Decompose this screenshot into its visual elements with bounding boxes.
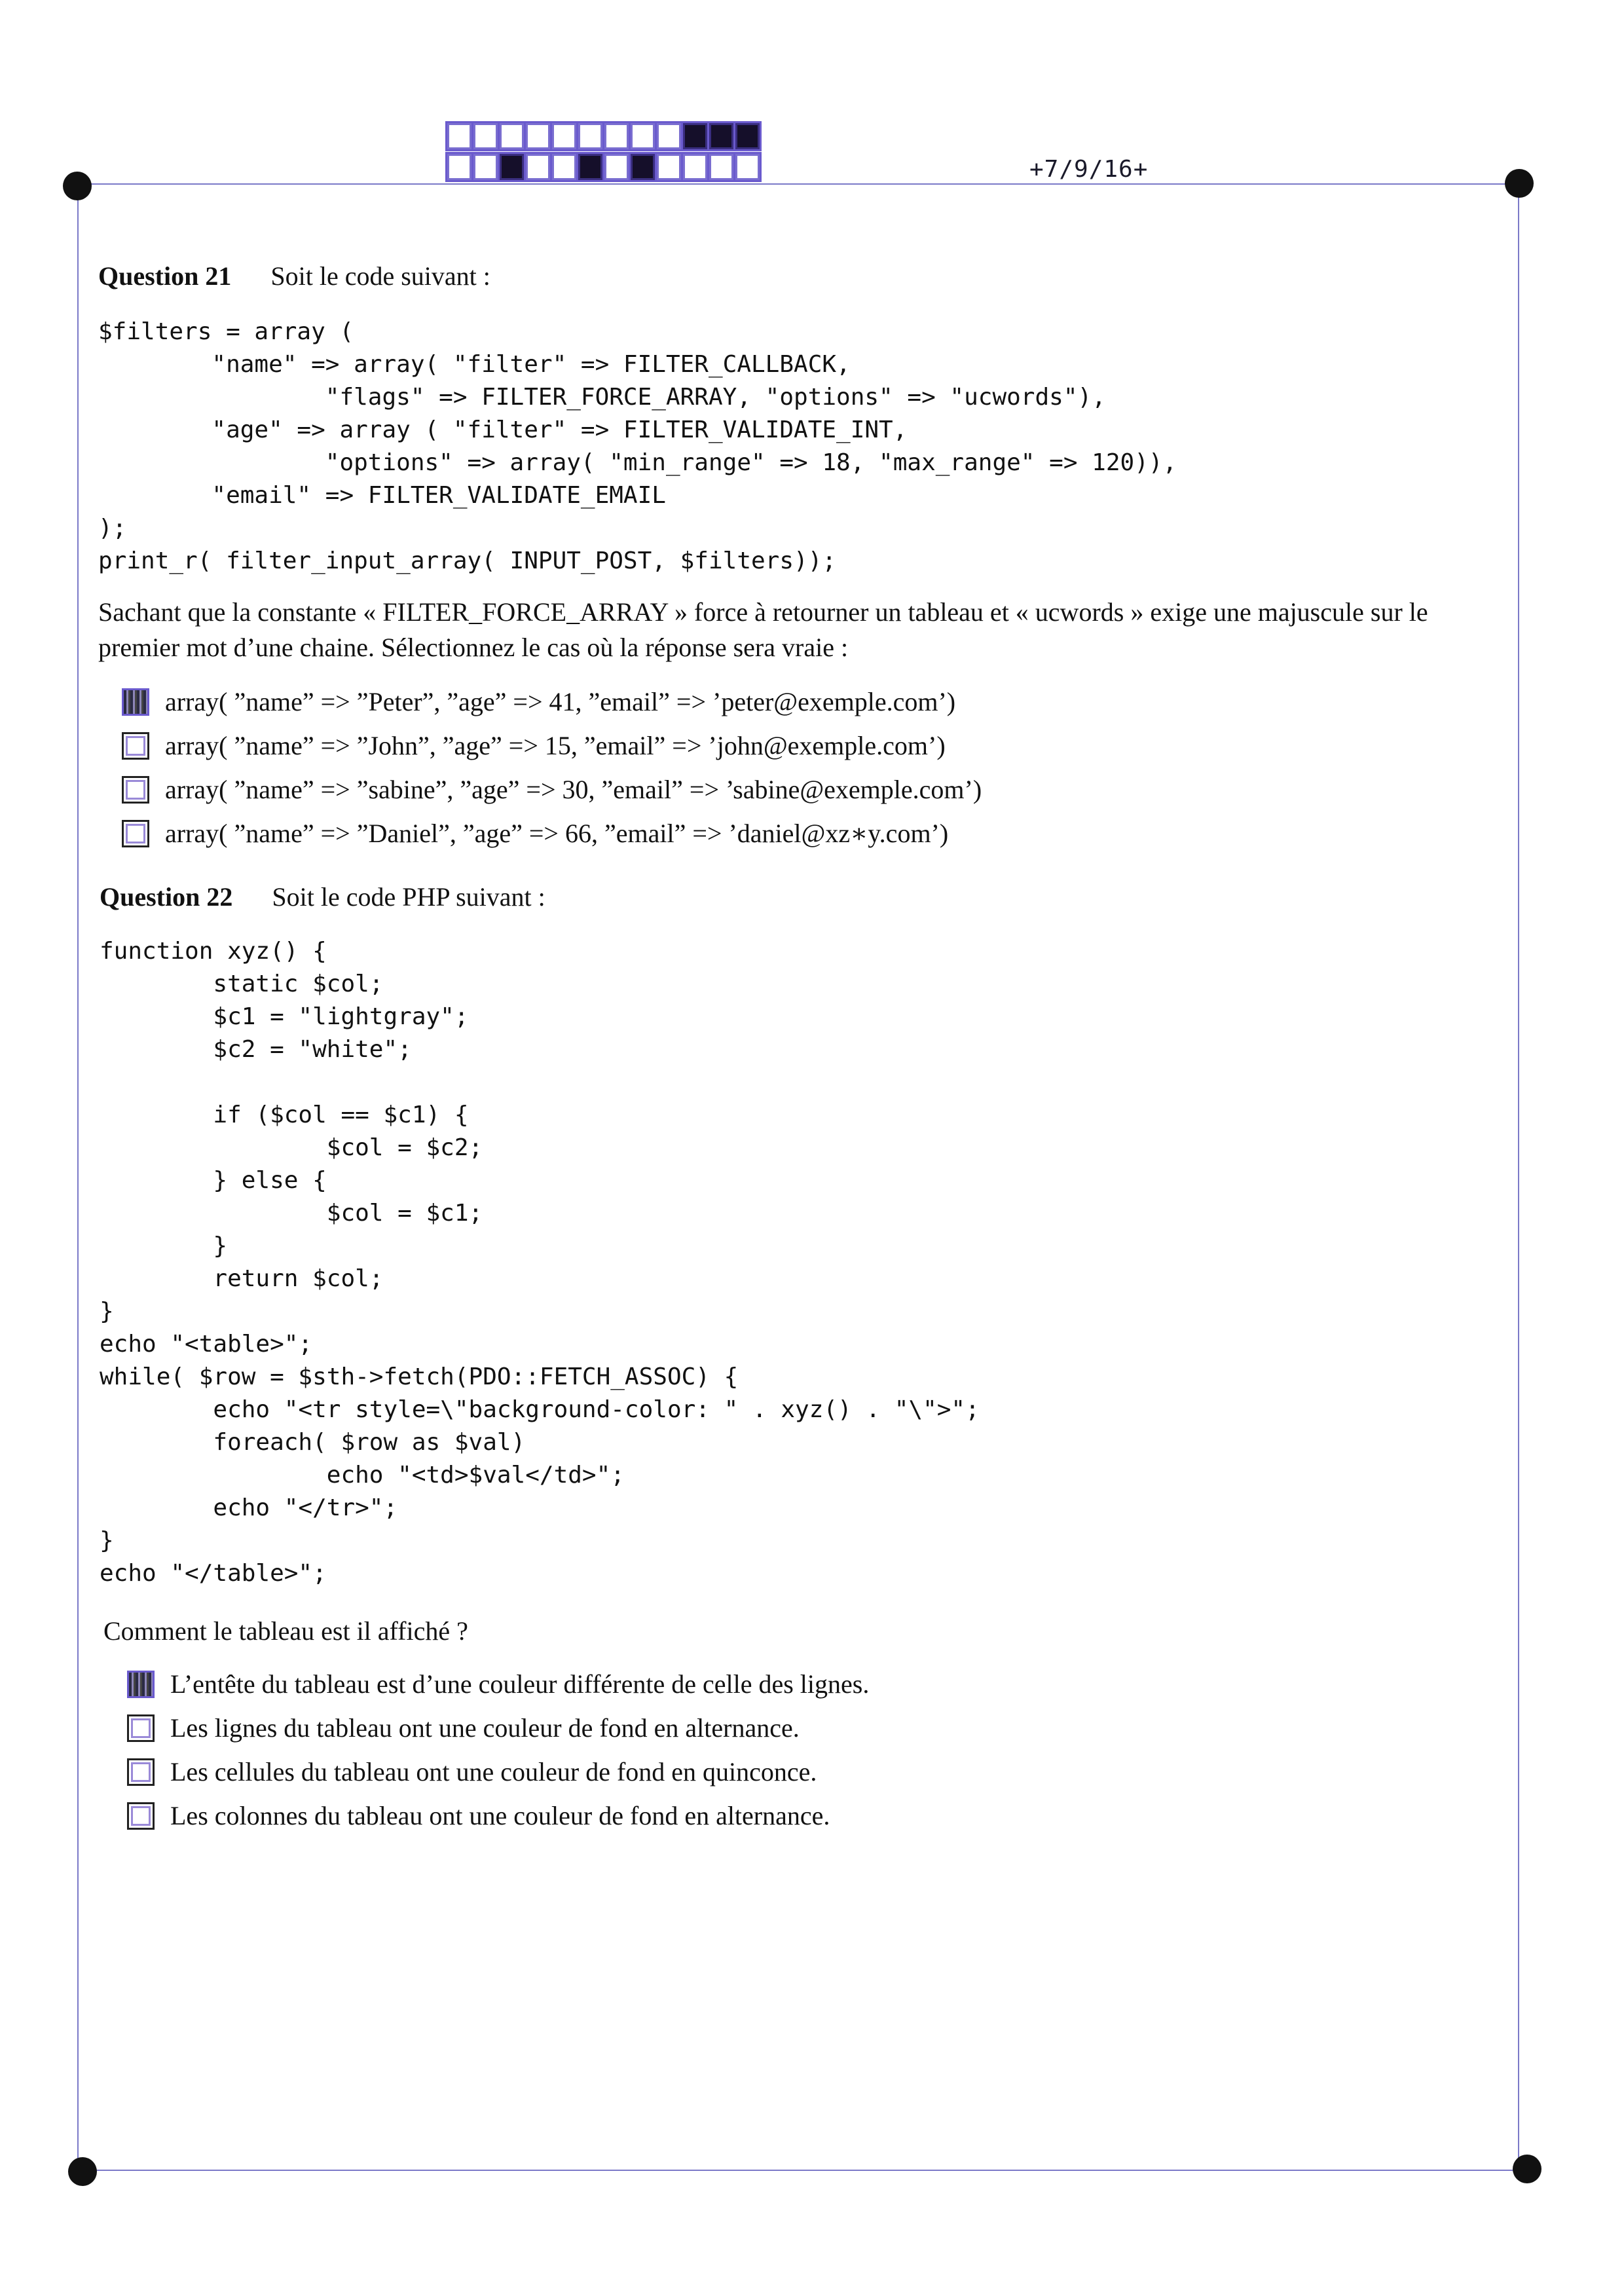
barcode-cell <box>709 154 733 180</box>
answer-checkbox[interactable] <box>122 688 149 716</box>
question-22-header <box>100 881 545 912</box>
question-22-code: function xyz() { static $col; $c1 = "lightgray"; $c2 = "white"; if ($col == $c1) { $col = $c2; } else { $col = $c1; } return $col; } echo "<table>"; while( $row = $sth->fetch(PDO::FETCH_ASSOC) { echo "<tr style=\"background-color: " . xyz() . "\">"; foreach( $row as $val) echo "<td>$val</td>"; echo "</tr>"; } echo "</table>"; <box>100 938 980 1587</box>
barcode-cell <box>631 123 655 149</box>
barcode-cell <box>526 123 550 149</box>
question-22-paragraph: Comment le tableau est il affiché ? <box>103 1616 468 1646</box>
answer-label: L’entête du tableau est d’une couleur différente de celle des lignes. <box>170 1669 870 1699</box>
answer-label: Les lignes du tableau ont une couleur de fond en alternance. <box>170 1713 800 1743</box>
answer-option[interactable] <box>127 1706 869 1750</box>
answer-label: Les cellules du tableau ont une couleur de fond en quinconce. <box>170 1757 817 1787</box>
barcode-bottom-row <box>445 152 762 182</box>
barcode-cell <box>552 154 576 180</box>
barcode-cell <box>735 154 760 180</box>
page-code-id: +7/9/16+ <box>1029 156 1149 183</box>
barcode-cell <box>447 123 471 149</box>
barcode-cell <box>604 154 629 180</box>
frame-bottom-line <box>82 2170 1529 2171</box>
answer-checkbox[interactable] <box>122 820 149 847</box>
barcode-cell <box>473 154 498 180</box>
answer-label: Les colonnes du tableau ont une couleur de fond en alternance. <box>170 1801 830 1830</box>
answer-option[interactable] <box>122 768 982 811</box>
registration-mark-top-left <box>63 172 92 200</box>
answer-label: array( ”name” => ”sabine”, ”age” => 30, ”email” => ’sabine@exemple.com’) <box>165 775 982 804</box>
answer-option[interactable] <box>122 724 982 768</box>
frame-right-line <box>1518 183 1519 2171</box>
barcode-cell <box>683 154 707 180</box>
answer-checkbox[interactable] <box>127 1714 155 1742</box>
barcode-cell <box>526 154 550 180</box>
answer-option[interactable] <box>127 1662 869 1706</box>
answer-checkbox[interactable] <box>122 776 149 804</box>
registration-mark-bottom-right <box>1513 2155 1541 2183</box>
question-number: Question 22 <box>100 882 233 912</box>
answer-label: array( ”name” => ”John”, ”age” => 15, ”email” => ’john@exemple.com’) <box>165 731 946 760</box>
answer-label: array( ”name” => ”Peter”, ”age” => 41, ”email” => ’peter@exemple.com’) <box>165 687 956 716</box>
barcode-top-row <box>445 121 762 151</box>
barcode-cell <box>500 123 524 149</box>
answer-checkbox[interactable] <box>127 1758 155 1786</box>
registration-mark-top-right <box>1505 169 1534 198</box>
barcode-cell <box>500 154 524 180</box>
barcode-cell <box>473 123 498 149</box>
frame-top-line <box>77 183 1518 185</box>
answer-label: array( ”name” => ”Daniel”, ”age” => 66, ”email” => ’daniel@xz∗y.com’) <box>165 819 949 848</box>
barcode-cell <box>631 154 655 180</box>
barcode-cell <box>657 123 681 149</box>
barcode-cell <box>657 154 681 180</box>
frame-left-line <box>77 183 79 2171</box>
answer-option[interactable] <box>122 811 982 855</box>
question-21-paragraph: Sachant que la constante « FILTER_FORCE_ARRAY » force à retourner un tableau et « ucwords » exige une majuscule sur le premier mot d’une chaine. Sélectionnez le cas où la réponse sera vraie : <box>98 597 1428 662</box>
answer-option[interactable] <box>127 1750 869 1794</box>
barcode-cell <box>604 123 629 149</box>
question-22-answers <box>127 1662 869 1838</box>
question-number: Question 21 <box>98 261 232 291</box>
registration-mark-bottom-left <box>68 2157 97 2186</box>
answer-option[interactable] <box>127 1794 869 1838</box>
barcode-cell <box>578 123 602 149</box>
question-21-answers <box>122 680 982 855</box>
barcode-cell <box>578 154 602 180</box>
answer-checkbox[interactable] <box>122 732 149 760</box>
barcode-cell <box>709 123 733 149</box>
answer-checkbox[interactable] <box>127 1671 155 1698</box>
barcode-cell <box>552 123 576 149</box>
question-21-header <box>98 261 490 291</box>
question-21-code: $filters = array ( "name" => array( "filter" => FILTER_CALLBACK, "flags" => FILTER_FORCE_ARRAY, "options" => "ucwords"), "age" => array ( "filter" => FILTER_VALIDATE_INT, "options" => array( "min_range" => 18, "max_range" => 120)), "email" => FILTER_VALIDATE_EMAIL ); print_r( filter_input_array( INPUT_POST, $filters)); <box>98 318 1177 574</box>
question-prompt: Soit le code suivant : <box>270 261 490 291</box>
barcode-cell <box>735 123 760 149</box>
barcode-cell <box>683 123 707 149</box>
answer-option[interactable] <box>122 680 982 724</box>
barcode-cell <box>447 154 471 180</box>
answer-checkbox[interactable] <box>127 1802 155 1830</box>
question-prompt: Soit le code PHP suivant : <box>272 882 545 912</box>
